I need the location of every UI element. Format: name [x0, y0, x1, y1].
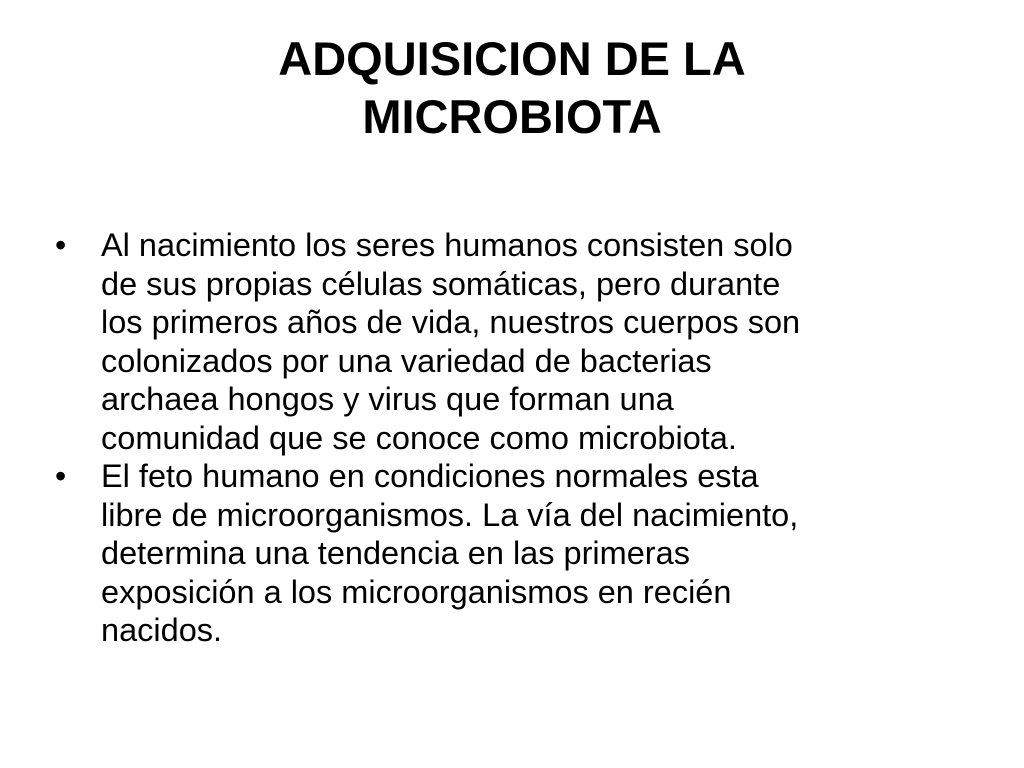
slide-title: [0, 30, 1024, 146]
bullet-list: [55, 226, 975, 650]
bullet-text-line: determina una tendencia en las primeras: [101, 535, 690, 571]
bullet-text-line: archaea hongos y virus que forman una: [101, 381, 674, 417]
bullet-text-line: libre de microorganismos. La vía del nacimiento,: [101, 496, 799, 533]
bullet-text-line: exposición a los microorganismos en recién: [101, 573, 732, 610]
bullet-marker: •: [55, 227, 67, 263]
bullet-text-line: los primeros años de vida, nuestros cuerpos son: [101, 304, 801, 340]
bullet-text-line: El feto humano en condiciones normales esta: [101, 458, 759, 494]
title-line: MICROBIOTA: [362, 90, 662, 143]
bullet-item: [55, 457, 975, 650]
title-line: ADQUISICION DE LA: [278, 32, 746, 85]
bullet-text-line: Al nacimiento los seres humanos consisten solo: [101, 227, 793, 263]
bullet-text-line: colonizados por una variedad de bacterias: [101, 342, 712, 379]
bullet-item: [55, 226, 975, 457]
bullet-text-line: comunidad que se conoce como microbiota.: [101, 419, 737, 456]
bullet-text-line: nacidos.: [101, 612, 223, 648]
bullet-marker: •: [55, 458, 67, 494]
bullet-text-line: de sus propias células somáticas, pero durante: [101, 265, 781, 302]
